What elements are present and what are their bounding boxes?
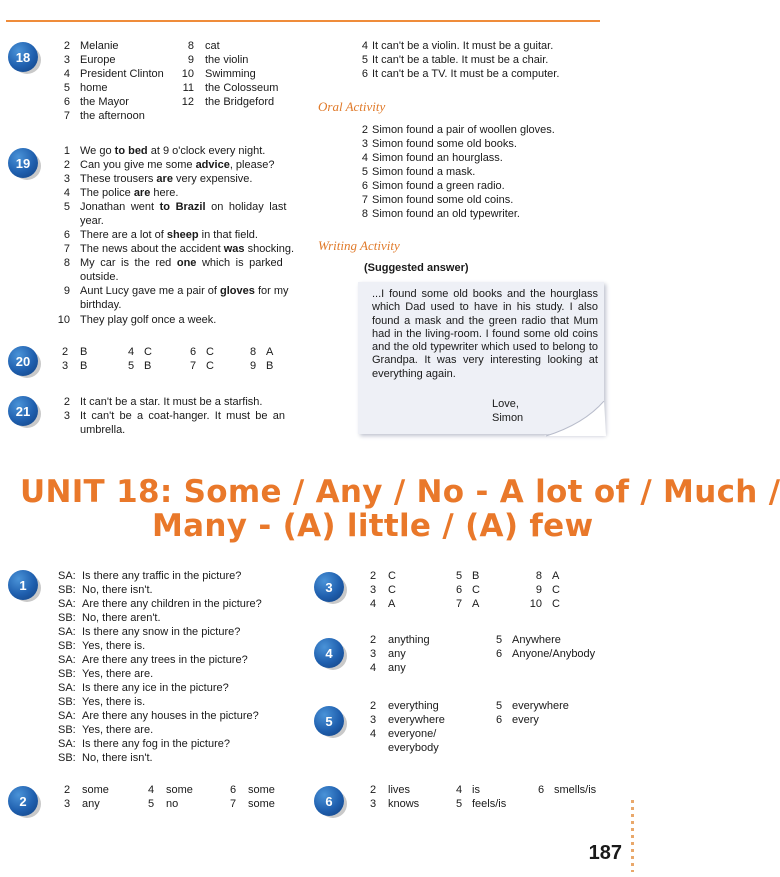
answer-word: any [82, 798, 100, 810]
answer-word: Anyone/Anybody [512, 648, 596, 660]
item-number: 5 [148, 798, 155, 810]
answer-text: the Bridgeford [205, 96, 275, 108]
dialogue-line: No, there isn't. [82, 584, 153, 596]
suggested-answer-label: (Suggested answer) [364, 262, 469, 274]
page-number: 187 [588, 842, 622, 864]
answer-letter: A [472, 598, 480, 610]
answer-letter: C [206, 360, 214, 372]
answer-letter: C [472, 584, 480, 596]
sentence: There are a lot of sheep in that field. [80, 229, 258, 241]
item-number: 6 [361, 180, 368, 192]
exercise-20-badge: 20 [8, 346, 38, 376]
item-number: 2 [370, 784, 377, 796]
answer-word: anything [388, 634, 430, 646]
sentence: These trousers are very expensive. [80, 173, 253, 185]
item-number: 10 [181, 68, 194, 80]
item-number: 7 [63, 243, 70, 255]
item-number: 6 [496, 648, 503, 660]
answer-text: cat [205, 40, 220, 52]
answer-letter: C [388, 570, 396, 582]
dialogue-line: Yes, there is. [82, 640, 146, 652]
answer-word: some [248, 784, 275, 796]
answer-letter: B [144, 360, 152, 372]
answer-text: Simon found a green radio. [372, 180, 505, 192]
item-number: 11 [182, 82, 194, 94]
item-number: 6 [63, 229, 70, 241]
item-number: 2 [370, 570, 377, 582]
speaker: SA: [58, 710, 76, 722]
answer-text: Simon found an hourglass. [372, 152, 503, 164]
speaker: SA: [58, 738, 76, 750]
answer-text: Simon found some old books. [372, 138, 517, 150]
item-number: 5 [496, 634, 503, 646]
item-number: 3 [370, 648, 377, 660]
speaker: SB: [58, 724, 76, 736]
letter-body: ...I found some old books and the hourglass which Dad used to have in his study. I also found a mask and the green radio that Mum had in the living-room. I found some old coins and the old typewriter which used to belong to Grandpa. It was very interesting looking at everything again. [372, 288, 598, 380]
item-number: 6 [456, 584, 463, 596]
item-number: 5 [456, 570, 463, 582]
dialogue-line: Is there any snow in the picture? [82, 626, 241, 638]
item-number: 12 [181, 96, 194, 108]
answer-letter: A [552, 570, 560, 582]
answer-letter: B [80, 346, 88, 358]
speaker: SB: [58, 696, 76, 708]
sentence: My car is the red one which is parked [80, 257, 283, 269]
answer-word: any [388, 648, 406, 660]
item-number: 6 [190, 346, 197, 358]
dialogue-line: Is there any fog in the picture? [82, 738, 230, 750]
item-number: 3 [64, 798, 71, 810]
sentence: The police are here. [80, 187, 179, 199]
item-number: 9 [535, 584, 542, 596]
dialogue-line: No, there aren't. [82, 612, 161, 624]
margin-dots [631, 800, 634, 872]
sentence: Can you give me some advice, please? [80, 159, 275, 171]
letter-signature: Simon [492, 412, 524, 424]
item-number: 4 [370, 598, 377, 610]
answer-letter: C [206, 346, 214, 358]
answer-word: feels/is [472, 798, 507, 810]
answer-letter: B [472, 570, 480, 582]
item-number: 7 [63, 110, 70, 122]
item-number: 2 [63, 396, 70, 408]
dialogue-line: Are there any houses in the picture? [82, 710, 259, 722]
item-number: 6 [496, 714, 503, 726]
item-number: 8 [63, 257, 70, 269]
item-number: 9 [250, 360, 257, 372]
item-number: 2 [63, 40, 70, 52]
unit-title-line-2: Many - (A) little / (A) few [152, 508, 594, 544]
answer-text: It can't be a TV. It must be a computer. [372, 68, 560, 80]
answer-word: knows [388, 798, 420, 810]
unit-exercise-2-badge: 2 [8, 786, 38, 816]
item-number: 4 [370, 728, 377, 740]
item-number: 8 [535, 570, 542, 582]
item-number: 3 [63, 173, 70, 185]
answer-letter: A [266, 346, 274, 358]
writing-activity-heading: Writing Activity [318, 238, 400, 253]
answer-letter: A [388, 598, 396, 610]
dialogue-line: Are there any trees in the picture? [82, 654, 248, 666]
item-number: 3 [370, 584, 377, 596]
speaker: SA: [58, 682, 76, 694]
dialogue-line: No, there isn't. [82, 752, 153, 764]
answer-word: every [512, 714, 539, 726]
sentence-continuation: year. [80, 215, 104, 227]
answer-text: the afternoon [80, 110, 145, 122]
letter-curl-icon [544, 400, 606, 436]
speaker: SB: [58, 668, 76, 680]
answer-letter: C [388, 584, 396, 596]
speaker: SA: [58, 654, 76, 666]
item-number: 4 [370, 662, 377, 674]
item-number: 5 [128, 360, 135, 372]
answer-continuation: umbrella. [80, 424, 126, 436]
unit-exercise-4-badge: 4 [314, 638, 344, 668]
answer-text: It can't be a violin. It must be a guitar. [372, 40, 554, 52]
answer-text: It can't be a table. It must be a chair. [372, 54, 549, 66]
answer-word: some [82, 784, 109, 796]
item-number: 7 [230, 798, 237, 810]
answer-word: any [388, 662, 406, 674]
item-number: 2 [62, 346, 69, 358]
sentence: Jonathan went to Brazil on holiday last [80, 201, 287, 213]
speaker: SA: [58, 570, 76, 582]
item-number: 9 [187, 54, 194, 66]
item-number: 8 [250, 346, 257, 358]
dialogue-line: Is there any traffic in the picture? [82, 570, 242, 582]
answer-word: Anywhere [512, 634, 561, 646]
item-number: 3 [370, 798, 377, 810]
answer-text: home [80, 82, 108, 94]
answer-word: everything [388, 700, 439, 712]
sentence: Aunt Lucy gave me a pair of gloves for my [80, 285, 289, 297]
answer-word: everywhere [512, 700, 569, 712]
sentence: They play golf once a week. [80, 314, 217, 326]
answer-text: the violin [205, 54, 249, 66]
item-number: 3 [63, 54, 70, 66]
answer-text: Melanie [80, 40, 119, 52]
item-number: 4 [456, 784, 463, 796]
item-number: 3 [63, 410, 70, 422]
item-number: 7 [361, 194, 368, 206]
item-number: 4 [63, 187, 70, 199]
item-number: 5 [63, 201, 70, 213]
answer-text: Swimming [205, 68, 256, 80]
answer-text: It can't be a star. It must be a starfish. [80, 396, 263, 408]
answer-word: some [248, 798, 275, 810]
dialogue-line: Yes, there are. [82, 668, 154, 680]
item-number: 6 [63, 96, 70, 108]
item-number: 5 [456, 798, 463, 810]
answer-text: Simon found a mask. [372, 166, 476, 178]
item-number: 10 [529, 598, 542, 610]
answer-letter: B [266, 360, 274, 372]
unit-title-line-1: UNIT 18: Some / Any / No - A lot of / Much / [20, 474, 780, 510]
item-number: 5 [361, 54, 368, 66]
item-number: 10 [57, 314, 70, 326]
item-number: 4 [128, 346, 135, 358]
item-number: 4 [361, 152, 368, 164]
exercise-19-badge: 19 [8, 148, 38, 178]
dialogue-line: Yes, there are. [82, 724, 154, 736]
item-number: 4 [361, 40, 368, 52]
sentence-continuation: birthday. [80, 299, 122, 311]
item-number: 3 [361, 138, 368, 150]
letter-closing: Love, [492, 398, 519, 410]
speaker: SB: [58, 584, 76, 596]
speaker: SA: [58, 626, 76, 638]
speaker: SB: [58, 640, 76, 652]
unit-exercise-5-badge: 5 [314, 706, 344, 736]
item-number: 7 [456, 598, 463, 610]
answer-word: is [472, 784, 480, 796]
item-number: 7 [190, 360, 197, 372]
item-number: 6 [230, 784, 237, 796]
answer-letter: C [552, 584, 560, 596]
answer-text: the Mayor [80, 96, 129, 108]
sentence: The news about the accident was shocking. [80, 243, 295, 255]
item-number: 2 [370, 634, 377, 646]
item-number: 5 [63, 82, 70, 94]
answer-word: no [166, 798, 179, 810]
unit-exercise-3-badge: 3 [314, 572, 344, 602]
answer-continuation: everybody [388, 742, 439, 754]
answer-word: everyone/ [388, 728, 437, 740]
answer-letter: C [144, 346, 152, 358]
unit-exercise-6-badge: 6 [314, 786, 344, 816]
speaker: SA: [58, 598, 76, 610]
item-number: 3 [370, 714, 377, 726]
exercise-21-badge: 21 [8, 396, 38, 426]
sentence: We go to bed at 9 o'clock every night. [80, 145, 266, 157]
item-number: 4 [63, 68, 70, 80]
answer-letter: C [552, 598, 560, 610]
answer-word: lives [388, 784, 411, 796]
answer-text: It can't be a coat-hanger. It must be an [80, 410, 285, 422]
item-number: 2 [370, 700, 377, 712]
speaker: SB: [58, 752, 76, 764]
item-number: 8 [187, 40, 194, 52]
answer-word: some [166, 784, 193, 796]
item-number: 2 [64, 784, 71, 796]
item-number: 5 [361, 166, 368, 178]
answer-text: President Clinton [80, 68, 164, 80]
item-number: 6 [538, 784, 545, 796]
answer-text: Simon found a pair of woollen gloves. [372, 124, 555, 136]
dialogue-line: Is there any ice in the picture? [82, 682, 229, 694]
item-number: 3 [62, 360, 69, 372]
answer-text: Simon found some old coins. [372, 194, 514, 206]
answer-text: Europe [80, 54, 116, 66]
oral-activity-heading: Oral Activity [318, 99, 386, 114]
item-number: 6 [361, 68, 368, 80]
item-number: 4 [148, 784, 155, 796]
sentence-continuation: outside. [80, 271, 119, 283]
answer-text: the Colosseum [205, 82, 279, 94]
item-number: 5 [496, 700, 503, 712]
answer-word: smells/is [554, 784, 597, 796]
item-number: 1 [63, 145, 70, 157]
answer-word: everywhere [388, 714, 445, 726]
top-rule [6, 20, 600, 22]
dialogue-line: Are there any children in the picture? [82, 598, 262, 610]
speaker: SB: [58, 612, 76, 624]
dialogue-line: Yes, there is. [82, 696, 146, 708]
answer-letter: B [80, 360, 88, 372]
answer-text: Simon found an old typewriter. [372, 208, 520, 220]
unit-exercise-1-badge: 1 [8, 570, 38, 600]
item-number: 2 [361, 124, 368, 136]
exercise-18-badge: 18 [8, 42, 38, 72]
item-number: 9 [63, 285, 70, 297]
item-number: 2 [63, 159, 70, 171]
item-number: 8 [361, 208, 368, 220]
